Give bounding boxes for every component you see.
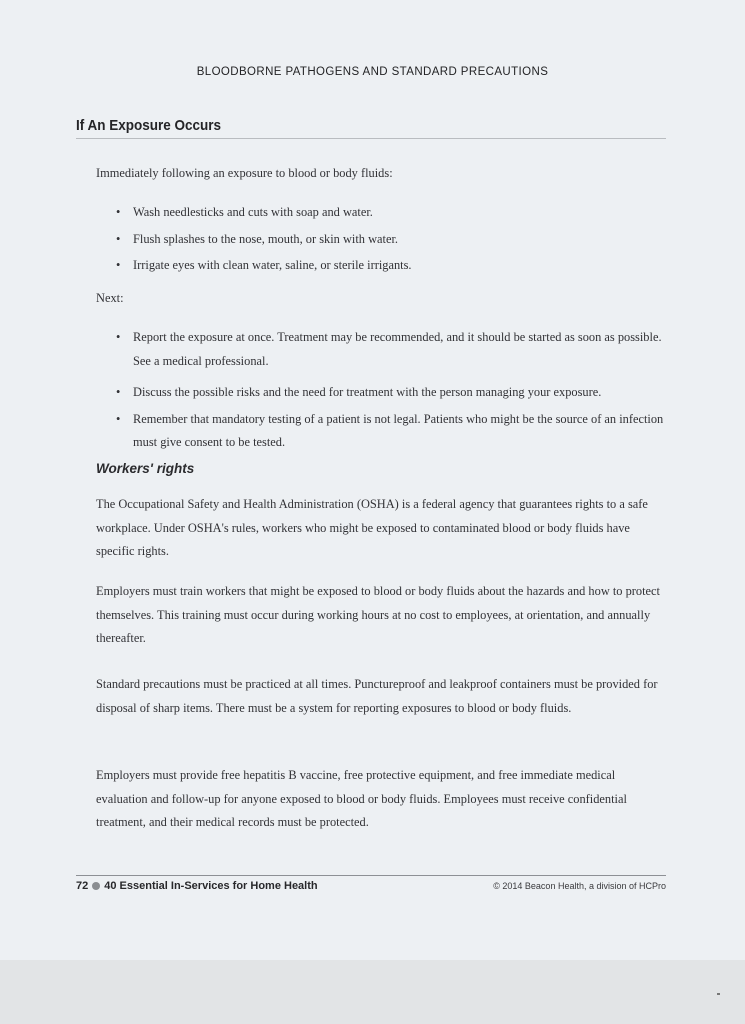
next-steps-list [96,326,668,455]
list-item: • Irrigate eyes with clean water, saline, or sterile irrigants. [96,254,668,278]
scan-margin [0,960,745,1024]
paragraph: Standard precautions must be practiced at all times. Punctureproof and leakproof containers must be provided for disposal of sharp items. There must be a system for reporting exposures to blood or body fluids. [96,677,658,715]
list-item: • Remember that mandatory testing of a patient is not legal. Patients who might be the source of an infection must give consent to be tested. [96,408,668,455]
next-label: Next: [96,291,124,305]
immediate-steps-list [96,201,668,278]
list-item: • Wash needlesticks and cuts with soap and water. [96,201,668,225]
footer-divider [76,875,666,876]
footer-left [76,880,318,892]
bullet-dot-icon [92,882,100,890]
list-item: • Report the exposure at once. Treatment may be recommended, and it should be started as soon as possible. See a medical professional. [96,326,668,373]
workers-rights-heading: Workers' rights [96,461,195,476]
paragraph: The Occupational Safety and Health Administration (OSHA) is a federal agency that guarantees rights to a safe workplace. Under OSHA's rules, workers who might be exposed to contaminated blood or body fluids have specific rights. [96,497,648,558]
book-title: 40 Essential In-Services for Home Health [104,880,318,892]
intro-text: Immediately following an exposure to blood or body fluids: [96,166,393,180]
title-divider [76,138,666,139]
list-item: • Discuss the possible risks and the need for treatment with the person managing your exposure. [96,381,668,405]
paragraph: Employers must train workers that might be exposed to blood or body fluids about the hazards and how to protect themselves. This training must occur during working hours at no cost to employees, at orientation, and annually thereafter. [96,584,661,645]
scan-speck [717,993,720,995]
page-number: 72 [76,880,89,892]
copyright: © 2014 Beacon Health, a division of HCPro [493,881,666,891]
running-head: BLOODBORNE PATHOGENS AND STANDARD PRECAUTIONS [196,66,549,78]
paragraph: Employers must provide free hepatitis B vaccine, free protective equipment, and free immediate medical evaluation and follow-up for anyone exposed to blood or body fluids. Employees must receive confidential treatment, and their medical records must be protected. [96,768,627,829]
list-item: • Flush splashes to the nose, mouth, or skin with water. [96,228,668,252]
section-title: If An Exposure Occurs [76,117,222,134]
